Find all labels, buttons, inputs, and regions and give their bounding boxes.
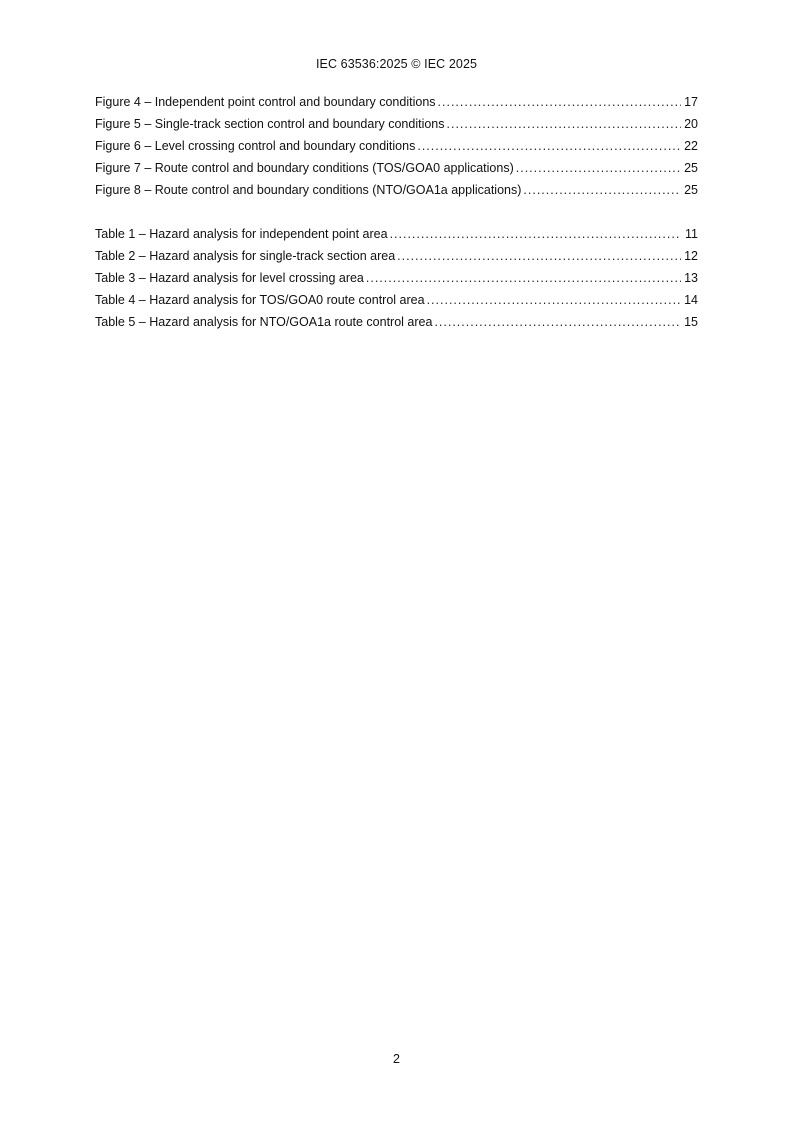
toc-entry-page: 14 (684, 293, 698, 307)
toc-entry-figure-8[interactable] (95, 182, 698, 204)
toc-entry-figure-5[interactable] (95, 116, 698, 138)
toc-entry-label: Table 5 – Hazard analysis for NTO/GOA1a route control area (95, 315, 433, 329)
toc-entry-page: 20 (684, 117, 698, 131)
toc-entry-label: Figure 5 – Single-track section control and boundary conditions (95, 117, 445, 131)
toc-entry-label: Figure 8 – Route control and boundary conditions (NTO/GOA1a applications) (95, 183, 522, 197)
toc-entry-table-5[interactable] (95, 314, 698, 336)
toc-entry-page: 22 (684, 139, 698, 153)
dot-leader (523, 182, 681, 198)
toc-entry-table-4[interactable] (95, 292, 698, 314)
toc-entry-table-3[interactable] (95, 270, 698, 292)
dot-leader (397, 248, 681, 264)
toc-entry-page: 11 (685, 227, 698, 241)
dot-leader (447, 116, 681, 132)
toc-entry-page: 13 (684, 271, 698, 285)
list-of-tables (95, 226, 698, 336)
dot-leader (417, 138, 681, 154)
toc-entry-figure-6[interactable] (95, 138, 698, 160)
toc-entry-page: 25 (684, 183, 698, 197)
dot-leader (438, 94, 681, 110)
toc-entry-page: 17 (684, 95, 698, 109)
toc-entry-label: Table 4 – Hazard analysis for TOS/GOA0 route control area (95, 293, 425, 307)
toc-entry-label: Table 3 – Hazard analysis for level crossing area (95, 271, 364, 285)
toc-entry-label: Table 2 – Hazard analysis for single-track section area (95, 249, 396, 263)
dot-leader (427, 292, 681, 308)
page-number: 2 (393, 1052, 400, 1066)
list-of-figures (95, 94, 698, 204)
toc-entry-label: Figure 4 – Independent point control and boundary conditions (95, 95, 436, 109)
toc-entry-figure-4[interactable] (95, 94, 698, 116)
toc-entry-page: 12 (684, 249, 698, 263)
page-header: IEC 63536:2025 © IEC 2025 (315, 57, 478, 71)
toc-entry-page: 25 (684, 161, 698, 175)
toc-entry-page: 15 (684, 315, 698, 329)
toc-entry-label: Table 1 – Hazard analysis for independent point area (95, 227, 388, 241)
dot-leader (390, 226, 681, 242)
toc-entry-figure-7[interactable] (95, 160, 698, 182)
toc-entry-table-1[interactable] (95, 226, 698, 248)
dot-leader (434, 314, 681, 330)
dot-leader (366, 270, 681, 286)
toc-entry-label: Figure 7 – Route control and boundary conditions (TOS/GOA0 applications) (95, 161, 514, 175)
dot-leader (516, 160, 681, 176)
toc-entry-label: Figure 6 – Level crossing control and boundary conditions (95, 139, 416, 153)
toc-entry-table-2[interactable] (95, 248, 698, 270)
